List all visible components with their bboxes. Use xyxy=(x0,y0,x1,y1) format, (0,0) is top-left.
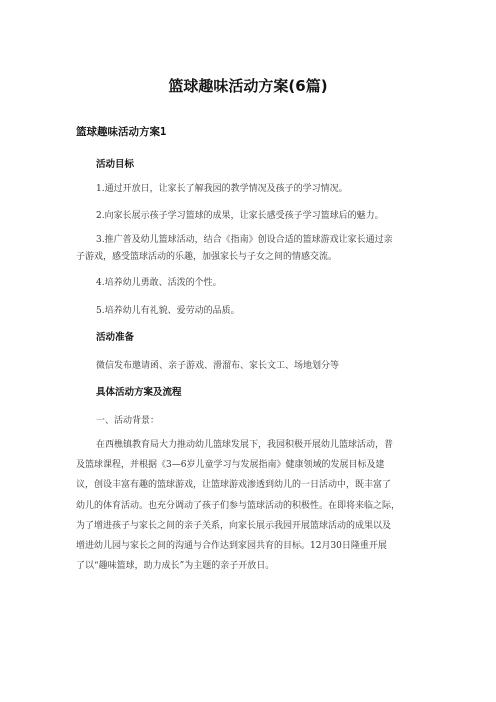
prep-text: 微信发布邀请函、亲子游戏、滑溜布、家长文工、场地划分等 xyxy=(96,361,340,371)
goal-item-multiline xyxy=(76,232,426,266)
goal-item: 1.通过开放日，让家长了解我园的教学情况及孩子的学习情况。 xyxy=(96,184,348,194)
paragraph-line: 幼儿的体育活动。也充分调动了孩子们参与篮球活动的积极性。在即将来临之际， xyxy=(76,500,401,511)
prep-heading: 活动准备 xyxy=(96,332,135,343)
goal-item: 2.向家长展示孩子学习篮球的成果，让家长感受孩子学习篮球后的魅力。 xyxy=(96,211,384,221)
section-title: 篮球趣味活动方案1 xyxy=(76,126,167,138)
goal-line: 3.推广普及幼儿篮球活动，结合《指南》创设合适的篮球游戏让家长通过亲 xyxy=(96,235,393,245)
goals-heading: 活动目标 xyxy=(96,159,135,170)
goal-line: 子游戏，感受篮球活动的乐趣，加强家长与子女之间的情感交流。 xyxy=(76,252,338,262)
document-title: 篮球趣味活动方案(6篇) xyxy=(168,77,328,95)
background-label: 一、活动背景： xyxy=(96,416,160,426)
background-paragraph xyxy=(76,435,426,576)
plan-heading: 具体活动方案及流程 xyxy=(96,387,182,398)
goal-item: 5.培养幼儿有礼貌、爱劳动的品质。 xyxy=(96,306,240,316)
paragraph-line: 议，创设丰富有趣的篮球游戏，让篮球游戏渗透到幼儿的一日活动中，既丰富了 xyxy=(76,480,392,491)
paragraph-line: 为了增进孩子与家长之间的亲子关系，向家长展示我园开展篮球活动的成果以及 xyxy=(76,520,392,531)
paragraph-line: 及篮球课程，并根据《3—6岁儿童学习与发展指南》健康领域的发展目标及建 xyxy=(76,460,385,471)
paragraph-line: 增进幼儿园与家长之间的沟通与合作达到家园共育的目标。12月30日隆重开展 xyxy=(76,540,387,551)
paragraph-line: 在西樵镇教育局大力推动幼儿篮球发展下，我园积极开展幼儿篮球活动，普 xyxy=(96,440,394,450)
goal-item: 4.培养幼儿勇敢、活泼的个性。 xyxy=(96,278,222,288)
paragraph-line: 了以“趣味篮球，助力成长”为主题的亲子开放日。 xyxy=(76,561,275,572)
